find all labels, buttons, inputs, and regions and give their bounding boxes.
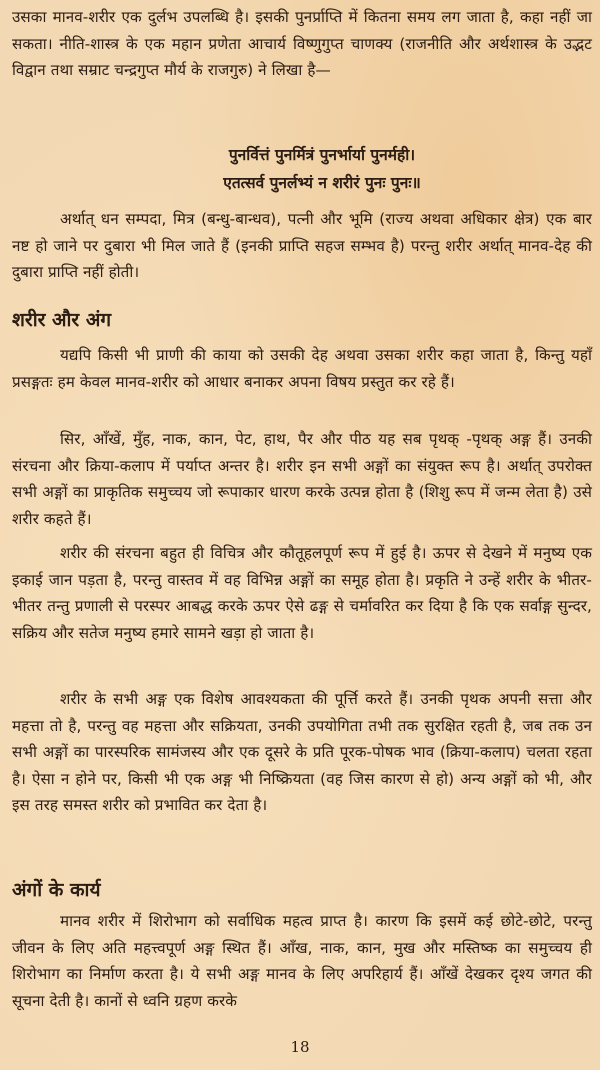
paragraph-4: सिर, आँखें, मुँह, नाक, कान, पेट, हाथ, पैर और पीठ यह सब पृथक् -पृथक् अङ्ग हैं। उनकी संरचना और क्रिया-कलाप में पर्याप्त अन्तर है। शरीर इन सभी अङ्गों का संयुक्त रूप है। अर्थात् उपरोक्त सभी अङ्गों का प्राकृतिक समुच्चय जो रूपाकार धारण करके उत्पन्न होता है (शिशु रूप में जन्म लेता है) उसे शरीर कहते हैं। (12, 430, 592, 528)
paragraph-3: यद्यपि किसी भी प्राणी की काया को उसकी देह अथवा उसका शरीर कहा जाता है, किन्तु यहाँ प्रसङ्गतः हम केवल मानव-शरीर को आधार बनाकर अपना विषय प्रस्तुत कर रहे हैं। (12, 346, 592, 391)
paragraph-7: मानव शरीर में शिरोभाग को सर्वाधिक महत्व प्राप्त है। कारण कि इसमें कई छोटे-छोटे, परन्तु जीवन के लिए अति महत्त्वपूर्ण अङ्ग स्थित हैं। आँख, नाक, कान, मुख और मस्तिष्क का समुच्चय ही शिरोभाग का निर्माण करता है। ये सभी अङ्ग मानव के लिए अपरिहार्य हैं। आँखें देखकर दृश्य जगत की सूचना देती है। कानों से ध्वनि ग्रहण करके (12, 912, 592, 1010)
section-heading-organ-functions: अंगों के कार्य (12, 879, 101, 901)
verse-line-2: एतत्सर्व पुनर्लभ्यं न शरीरं पुनः पुनः॥ (223, 174, 421, 192)
paragraph-1: उसका मानव-शरीर एक दुर्लभ उपलब्धि है। इसकी पुनर्प्राप्ति में कितना समय लग जाता है, कहा नहीं जा सकता। नीति-शास्त्र के एक महान प्रणेता आचार्य विष्णुगुप्त चाणक्य (राजनीति और अर्थशास्त्र के उद्भट विद्वान तथा सम्राट चन्द्रगुप्त मौर्य के राजगुरु) ने लिखा है— (12, 8, 592, 80)
page-number: 18 (290, 1038, 310, 1056)
section-heading-body-and-organs: शरीर और अंग (12, 309, 112, 331)
paragraph-5: शरीर की संरचना बहुत ही विचित्र और कौतूहलपूर्ण रूप में हुई है। ऊपर से देखने में मनुष्य एक इकाई जान पड़ता है, परन्तु वास्तव में वह विभिन्न अङ्गों का समूह होता है। प्रकृति ने उन्हें शरीर के भीतर-भीतर तन्तु प्रणाली से परस्पर आबद्ध करके ऊपर ऐसे ढङ्ग से चर्मावरित कर दिया है कि एक सर्वाङ्ग सुन्दर, सक्रिय और सतेज मनुष्य हमारे सामने खड़ा हो जाता है। (12, 544, 592, 642)
paragraph-6: शरीर के सभी अङ्ग एक विशेष आवश्यकता की पूर्त्ति करते हैं। उनकी पृथक अपनी सत्ता और महत्ता तो है, परन्तु वह महत्ता और सक्रियता, उनकी उपयोगिता तभी तक सुरक्षित रहती है, जब तक उन सभी अङ्गों का पारस्परिक सामंजस्य और एक दूसरे के प्रति पूरक-पोषक भाव (क्रिया-कलाप) चलता रहता है। ऐसा न होने पर, किसी भी एक अङ्ग भी निष्क्रियता (वह जिस कारण से हो) अन्य अङ्गों को भी, और इस तरह समस्त शरीर को प्रभावित कर देता है। (12, 690, 592, 815)
verse-line-1: पुनर्वित्तं पुनर्मित्रं पुनर्भार्या पुनर्मही। (228, 146, 416, 164)
paragraph-2: अर्थात् धन सम्पदा, मित्र (बन्धु-बान्धव), पत्नी और भूमि (राज्य अथवा अधिकार क्षेत्र) एक बार नष्ट हो जाने पर दुबारा भी मिल जाते हैं (इनकी प्राप्ति सहज सम्भव है) परन्तु शरीर अर्थात् मानव-देह की दुबारा प्राप्ति नहीं होती। (12, 210, 592, 282)
book-page (12, 0, 592, 1070)
